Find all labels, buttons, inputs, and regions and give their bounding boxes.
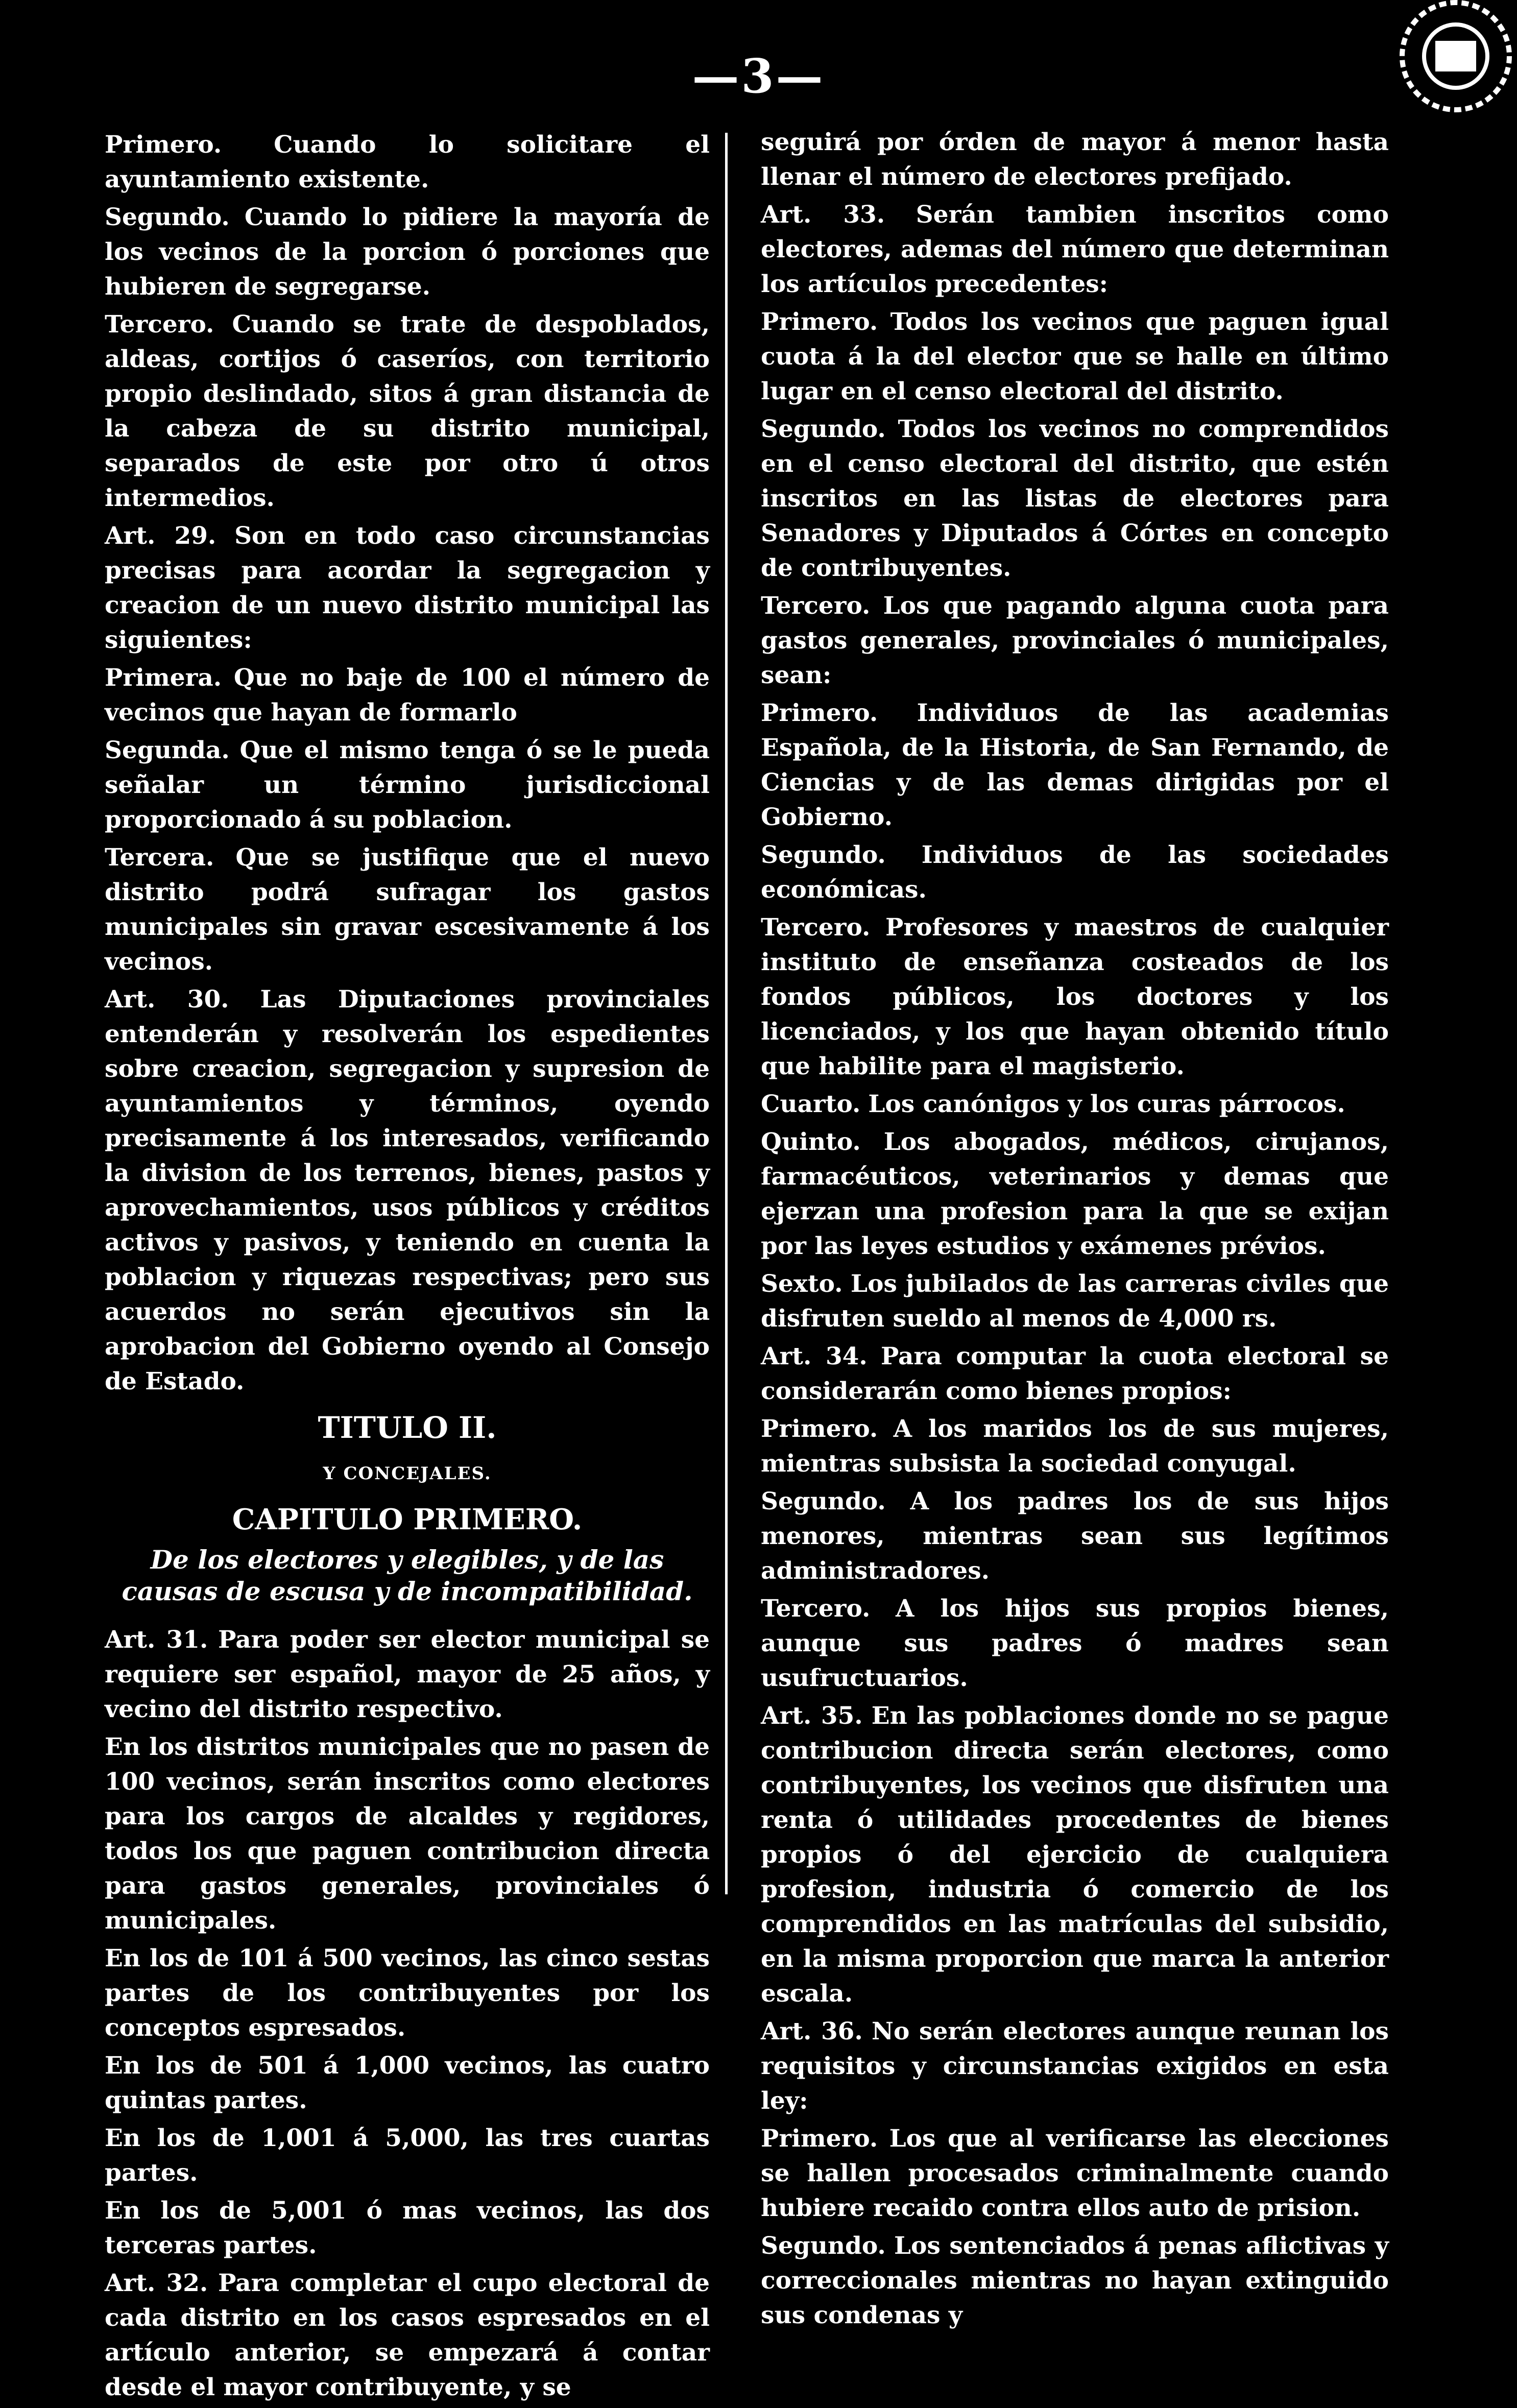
paragraph-text: Son en todo caso circunstancias precisas para acordar la segregacion y creacion de un nuevo distrito municipal las siguientes: — [105, 522, 710, 654]
paragraph — [761, 1484, 1389, 1588]
paragraph-text: En los de 1,001 á 5,000, las tres cuartas partes. — [105, 2124, 710, 2187]
paragraph-label: Primero. — [105, 131, 222, 159]
paragraph-label: Segundo. — [761, 2232, 886, 2260]
paragraph-label: Tercero. — [761, 592, 871, 620]
paragraph-text: En las poblaciones donde no se pague contribucion directa serán electores, como contribuyentes, los vecinos que disfruten una renta ó utilidades procedentes de bienes propios ó del ejercicio de cualquiera profesion, industria ó comercio de los comprendidos en las matrículas del subsidio, en la misma proporcion que marca la anterior escala. — [761, 1702, 1389, 2008]
paragraph-text: Los canónigos y los curas párrocos. — [868, 1090, 1345, 1118]
paragraph-text: A los maridos los de sus mujeres, mientras subsista la sociedad conyugal. — [761, 1415, 1389, 1478]
paragraph — [105, 2121, 710, 2190]
paragraph — [105, 519, 710, 658]
paragraph-label: Tercero. — [761, 1595, 871, 1623]
paragraph-text: Para completar el cupo electoral de cada distrito en los casos espresados en el artículo anterior, se empezará á contar desde el mayor contribuyente, y se — [105, 2269, 710, 2401]
paragraph — [761, 1087, 1389, 1122]
paragraph-text: En los de 501 á 1,000 vecinos, las cuatro quintas partes. — [105, 2052, 710, 2114]
paragraph-text: Los que al verificarse las elecciones se hallen procesados criminalmente cuando hubiere recaido contra ellos auto de prision. — [761, 2125, 1389, 2222]
paragraph — [105, 661, 710, 730]
paragraph-label: Segundo. — [761, 1487, 886, 1515]
paragraph-text: Todos los vecinos no comprendidos en el censo electoral del distrito, que estén inscritos en las listas de electores para Senadores y Diputados á Córtes en concepto de contribuyentes. — [761, 415, 1389, 582]
column-divider — [725, 133, 728, 1894]
paragraph-label: Segunda. — [105, 736, 230, 764]
paragraph-label: Art. 34. — [761, 1342, 868, 1370]
paragraph-text: Serán tambien inscritos como electores, ademas del número que determinan los artículos precedentes: — [761, 201, 1389, 298]
paragraph — [761, 412, 1389, 586]
paragraph — [761, 2014, 1389, 2118]
left-paragraphs-2 — [105, 1623, 710, 2405]
paragraph-text: A los padres los de sus hijos menores, mientras sean sus legítimos administradores. — [761, 1487, 1389, 1585]
paragraph-text: Los abogados, médicos, cirujanos, farmacéuticos, veterinarios y demas que ejerzan una profesion para la que se exijan por las leyes estudios y exámenes prévios. — [761, 1128, 1389, 1260]
paragraph — [761, 2229, 1389, 2333]
paragraph-text: Los sentenciados á penas aflictivas y correccionales mientras no hayan extinguido sus condenas y — [761, 2232, 1389, 2329]
paragraph — [761, 1267, 1389, 1336]
paragraph-label: Tercero. — [105, 310, 214, 339]
paragraph-text: Individuos de las sociedades económicas. — [761, 841, 1389, 904]
paragraph — [105, 1730, 710, 1938]
paragraph-label: Primero. — [761, 2125, 878, 2153]
paragraph-label: Art. 30. — [105, 985, 229, 1014]
paragraph-label: Art. 29. — [105, 522, 216, 550]
paragraph-label: Cuarto. — [761, 1090, 861, 1118]
paragraph-label: Art. 32. — [105, 2269, 208, 2297]
paragraph — [761, 589, 1389, 693]
subtitulo-heading: Y CONCEJALES. — [323, 1463, 492, 1484]
paragraph-text: Los que pagando alguna cuota para gastos generales, provinciales ó municipales, sean: — [761, 592, 1389, 689]
paragraph-label: Quinto. — [761, 1128, 861, 1156]
capitulo-heading: CAPITULO PRIMERO. — [232, 1503, 583, 1536]
paragraph — [105, 2266, 710, 2405]
paragraph — [761, 910, 1389, 1084]
paragraph — [105, 1941, 710, 2045]
paragraph — [761, 305, 1389, 409]
paragraph-text: En los distritos municipales que no pasen de 100 vecinos, serán inscritos como electores para los cargos de alcaldes y regidores, todos los que paguen contribucion directa para gastos generales, provinciales ó municipales. — [105, 1733, 710, 1935]
paragraph-text: Todos los vecinos que paguen igual cuota á la del elector que se halle en último lugar en el censo electoral del distrito. — [761, 308, 1389, 405]
paragraph-label: Sexto. — [761, 1270, 843, 1298]
paragraph-text: Para poder ser elector municipal se requiere ser español, mayor de 25 años, y vecino del distrito respectivo. — [105, 1626, 710, 1723]
paragraph-label: Primera. — [105, 664, 222, 692]
paragraph-label: Tercera. — [105, 844, 214, 872]
titulo-heading: TITULO II. — [318, 1410, 497, 1445]
paragraph-text: Los jubilados de las carreras civiles que disfruten sueldo al menos de 4,000 rs. — [761, 1270, 1389, 1333]
paragraph — [761, 1339, 1389, 1409]
paragraph-label: Segundo. — [761, 415, 886, 443]
paragraph — [105, 982, 710, 1399]
left-column — [105, 128, 710, 2408]
paragraph — [761, 1412, 1389, 1481]
paragraph-label: Segundo. — [761, 841, 886, 869]
paragraph — [761, 2122, 1389, 2226]
capitulo-subject: De los electores y elegibles, y de las causas de escusa y de incompatibilidad. — [122, 1545, 693, 1606]
paragraph-label: Art. 33. — [761, 201, 885, 229]
paragraph-text: seguirá por órden de mayor á menor hasta llenar el número de electores prefijado. — [761, 128, 1389, 191]
paragraph-text: No serán electores aunque reunan los requisitos y circunstancias exigidos en esta ley: — [761, 2017, 1389, 2115]
right-paragraphs — [761, 125, 1389, 2333]
paragraph-label: Tercero. — [761, 913, 871, 942]
paragraph-text: Cuando lo pidiere la mayoría de los vecinos de la porcion ó porciones que hubieren de segregarse. — [105, 203, 710, 301]
paragraph-text: Profesores y maestros de cualquier instituto de enseñanza costeados de los fondos públicos, los doctores y los licenciados, y los que hayan obtenido título que habilite para el magisterio. — [761, 913, 1389, 1080]
paragraph — [761, 1699, 1389, 2011]
paragraph-text: Las Diputaciones provinciales entenderán y resolverán los espedientes sobre creacion, segregacion y supresion de ayuntamientos y términos, oyendo precisamente á los interesados, verificando la division de los terrenos, bienes, pastos y aprovechamientos, usos públicos y créditos activos y pasivos, y teniendo en cuenta la poblacion y riquezas respectivas; pero sus acuerdos no serán ejecutivos sin la aprobacion del Gobierno oyendo al Consejo de Estado. — [105, 985, 710, 1395]
paragraph-label: Primero. — [761, 699, 878, 727]
paragraph-text: Cuando se trate de despoblados, aldeas, cortijos ó caseríos, con territorio propio deslindado, sitos á gran distancia de la cabeza de su distrito municipal, separados de este por otro ú otros intermedios. — [105, 310, 710, 512]
paragraph-text: Para computar la cuota electoral se considerarán como bienes propios: — [761, 1342, 1389, 1405]
paragraph-text: Que se justifique que el nuevo distrito podrá sufragar los gastos municipales sin gravar escesivamente á los vecinos. — [105, 844, 710, 976]
paragraph-text: En los de 5,001 ó mas vecinos, las dos terceras partes. — [105, 2197, 710, 2259]
paragraph — [105, 840, 710, 979]
paragraph-label: Primero. — [761, 1415, 878, 1443]
paragraph — [761, 696, 1389, 835]
paragraph-text: Que no baje de 100 el número de vecinos que hayan de formarlo — [105, 664, 710, 727]
paragraph — [105, 307, 710, 516]
paragraph — [105, 200, 710, 304]
paragraph — [105, 2049, 710, 2118]
paragraph-text: En los de 101 á 500 vecinos, las cinco sestas partes de los contribuyentes por los conceptos espresados. — [105, 1944, 710, 2042]
paragraph-label: Art. 35. — [761, 1702, 863, 1730]
paragraph-label: Art. 36. — [761, 2017, 863, 2045]
paragraph — [105, 1623, 710, 1727]
paragraph-text: Individuos de las academias Española, de la Historia, de San Fernando, de Ciencias y de las demas dirigidas por el Gobierno. — [761, 699, 1389, 831]
paragraph-text: Que el mismo tenga ó se le pueda señalar un término jurisdiccional proporcionado á su poblacion. — [105, 736, 710, 834]
paragraph-label: Segundo. — [105, 203, 230, 231]
paragraph — [761, 125, 1389, 195]
paragraph — [105, 733, 710, 837]
paragraph — [761, 198, 1389, 302]
paragraph — [761, 1125, 1389, 1264]
left-paragraphs — [105, 128, 710, 1399]
paragraph — [761, 838, 1389, 907]
paragraph-text: Cuando lo solicitare el ayuntamiento existente. — [105, 131, 710, 194]
paragraph — [105, 2194, 710, 2263]
paragraph — [105, 128, 710, 197]
paragraph-text: A los hijos sus propios bienes, aunque sus padres ó madres sean usufructuarios. — [761, 1595, 1389, 1692]
right-column — [761, 125, 1389, 2336]
page-number: —3— — [692, 49, 825, 104]
paragraph — [761, 1592, 1389, 1696]
paragraph-label: Primero. — [761, 308, 878, 336]
paragraph-label: Art. 31. — [105, 1626, 208, 1654]
